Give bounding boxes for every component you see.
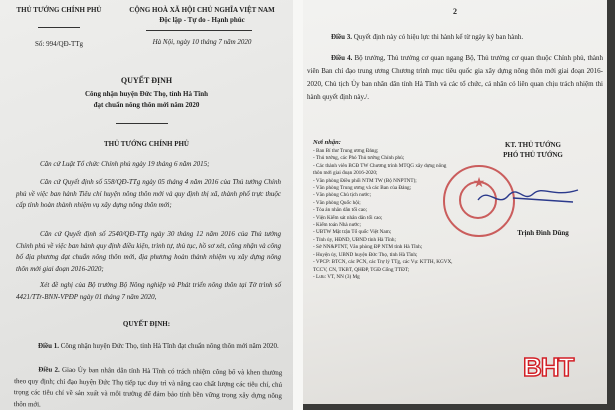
recipient: - Các thành viên BCĐ TW Chương trình MTQG xây dựng nông thôn mới giai đoạn 2016-2020; [313,162,447,177]
article-2: Điều 2. Giao Ủy ban nhân dân tỉnh Hà Tĩnh có trách nhiệm công bố và khen thưởng theo quy định; chỉ đạo huyện Đức Thọ tiếp tục duy trì và nâng cao chất lượng các tiêu chí, chú trọng các tiêu chí về sản xuất và môi trường để đảm bảo tính bền vững trong xây dựng nông thôn mới. [13,365,283,409]
recipients-list [313,148,453,281]
right-document-page [303,0,607,404]
basis-paragraph: Xét đề nghị của Bộ trưởng Bộ Nông nghiệp và Phát triển nông thôn tại Tờ trình số 4421/TTr-BNN-VPĐP ngày 01 tháng 7 năm 2020, [16,281,281,301]
page-gap [293,0,303,410]
issuer: THỦ TƯỚNG CHÍNH PHỦ [16,6,102,14]
recipient: - Văn phòng Chủ tịch nước; [313,192,372,199]
place-date: Hà Nội, ngày 10 tháng 7 năm 2020 [152,38,252,46]
recipient: - Viện Kiểm sát nhân dân tối cao; [313,214,383,221]
basis-paragraph: Căn cứ Quyết định số 558/QĐ-TTg ngày 05 tháng 4 năm 2016 của Thủ tướng Chính phủ về việc ban hành Tiêu chí huyện nông thôn mới và quy định thị xã, thành phố trực thuộc cấp tỉnh hoàn thành nhiệm vụ xây dựng nông thôn mới; [16,178,281,209]
recipient: - Văn phòng Quốc hội; [313,199,361,206]
article-4: Điều 4. Bộ trưởng, Thủ trưởng cơ quan ngang Bộ, Thủ trưởng cơ quan thuộc Chính phủ, thành viên Ban chỉ đạo trung ương Chương trình mục tiêu quốc gia xây dựng nông thôn mới giai đoạn 2016-2020, Chủ tịch Ủy ban nhân dân tỉnh Hà Tĩnh và các tổ chức, cá nhân có liên quan chịu trách nhiệm thi hành quyết định này./. [307,54,604,101]
basis-paragraph: Căn cứ Luật Tổ chức Chính phủ ngày 19 tháng 6 năm 2015; [40,160,210,168]
article-3: Điều 3. Quyết định này có hiệu lực thi hành kể từ ngày ký ban hành. [331,33,524,41]
recipient: - Thủ tướng, các Phó Thủ tướng Chính phủ; [313,155,405,162]
recipient: - Tòa án nhân dân tối cao; [313,207,368,214]
subtitle-line-1: Công nhận huyện Đức Thọ, tỉnh Hà Tĩnh [85,90,208,98]
page-number: 2 [453,7,457,16]
decision-heading: QUYẾT ĐỊNH: [122,320,171,328]
recipient: - VPCP: BTCN, các PCN, các Trợ lý TTg, các Vụ: KTTH, KGVX, TCCV, CN, TKBT, QHĐP, TGĐ Cổng TTĐT; [313,259,453,273]
signer-role-2: PHÓ THỦ TƯỚNG [503,151,563,159]
divider [146,30,252,31]
left-document-page [0,0,293,410]
document-title: QUYẾT ĐỊNH [120,76,173,85]
recipients-heading: Nơi nhận: [313,139,341,146]
divider [116,123,168,124]
recipient: - Sở NN&PTNT, Văn phòng ĐP NTM tỉnh Hà Tĩnh; [313,244,423,251]
recipient: - Văn phòng Trung ương và các Ban của Đảng; [313,185,412,192]
recipient: - Ban Bí thư Trung ương Đảng; [313,148,379,154]
document-number: Số: 994/QĐ-TTg [34,40,84,48]
motto: Độc lập - Tự do - Hạnh phúc [159,16,245,24]
basis-paragraph: Căn cứ Quyết định số 2540/QĐ-TTg ngày 30 tháng 12 năm 2016 của Thủ tướng Chính phủ về việc ban hành quy định điều kiện, trình tự, thủ tục, hồ sơ xét, công nhận và công bố địa phương đạt chuẩn nông thôn mới, địa phương hoàn thành nhiệm vụ xây dựng nông thôn mới giai đoạn 2016-2020; [16,230,281,273]
article-1: Điều 1. Công nhận huyện Đức Thọ, tỉnh Hà Tĩnh đạt chuẩn nông thôn mới năm 2020. [38,342,279,350]
divider [38,27,80,28]
official-seal-stamp: ★ [443,165,515,237]
authority-heading: THỦ TƯỚNG CHÍNH PHỦ [104,140,189,148]
recipient: - Kiểm toán Nhà nước; [313,222,361,229]
recipient: - Lưu: VT, NN (3) Mg [313,273,360,280]
signer-name: Trịnh Đình Dũng [517,229,569,237]
recipient: - Văn phòng Điều phối NTM TW (Bộ NNPTNT); [313,177,417,184]
subtitle-line-2: đạt chuẩn nông thôn mới năm 2020 [93,101,200,109]
signature [473,178,583,218]
bht-logo-watermark: BHT [523,352,574,382]
country-name: CỘNG HOÀ XÃ HỘI CHỦ NGHĨA VIỆT NAM [129,6,275,14]
signer-role-1: KT. THỦ TƯỚNG [505,141,561,149]
recipient: - Tỉnh ủy, HĐND, UBND tỉnh Hà Tĩnh; [313,236,396,243]
recipient: - UBTW Mặt trận Tổ quốc Việt Nam; [313,229,392,236]
recipient: - Huyện ủy, UBND huyện Đức Thọ, tỉnh Hà Tĩnh; [313,251,418,258]
